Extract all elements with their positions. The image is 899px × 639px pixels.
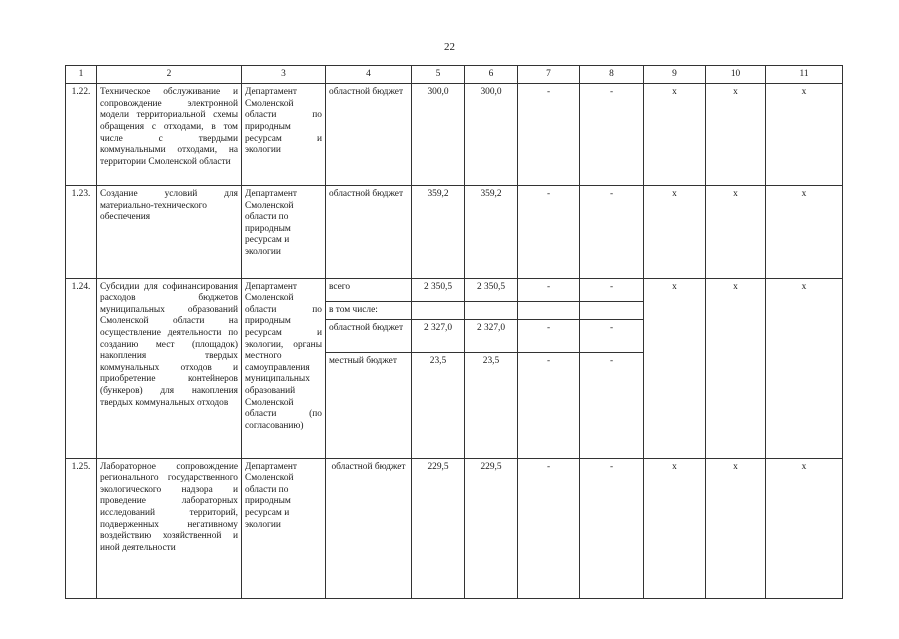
activity-name: Лабораторное сопровождение регионального государственного экологического надзора и проведение лабораторных исследований территорий, подверженных негативному воздействию хозяйственной и иной деятельности [97, 458, 242, 598]
amount-year-3: - [580, 458, 644, 598]
table-row [66, 186, 843, 279]
funding-source: местный бюджет [326, 352, 412, 458]
executor: Департамент Смоленской области по природным ресурсам и экологии [242, 84, 326, 186]
amount-year-1: 300,0 [465, 84, 518, 186]
amount-year-2 [518, 301, 580, 319]
indicator-3: х [766, 186, 843, 279]
column-header: 2 [97, 66, 242, 84]
program-activities-table [65, 65, 843, 599]
column-number-row [66, 66, 843, 84]
amount-year-2: - [518, 278, 580, 301]
indicator-3: х [766, 84, 843, 186]
column-header: 5 [412, 66, 465, 84]
amount-year-3: - [580, 320, 644, 353]
amount-year-1: 23,5 [465, 352, 518, 458]
executor: Департамент Смоленской области по природным ресурсам и экологии [242, 186, 326, 279]
activity-name: Техническое обслуживание и сопровождение электронной модели территориальной схемы обращения с отходами, в том числе с твердыми коммунальными отходами, на территории Смоленской области [97, 84, 242, 186]
funding-source: областной бюджет [326, 84, 412, 186]
indicator-1: х [644, 458, 706, 598]
column-header: 4 [326, 66, 412, 84]
amount-total: 2 327,0 [412, 320, 465, 353]
row-number: 1.24. [66, 278, 97, 458]
amount-year-3: - [580, 186, 644, 279]
amount-year-3: - [580, 278, 644, 301]
column-header: 6 [465, 66, 518, 84]
amount-year-3 [580, 301, 644, 319]
amount-total: 229,5 [412, 458, 465, 598]
indicator-1: х [644, 84, 706, 186]
funding-source: областной бюджет [326, 186, 412, 279]
amount-year-2: - [518, 458, 580, 598]
amount-total: 300,0 [412, 84, 465, 186]
indicator-2: х [706, 84, 766, 186]
amount-total: 359,2 [412, 186, 465, 279]
amount-year-1 [465, 301, 518, 319]
funding-source: областной бюджет [326, 458, 412, 598]
column-header: 1 [66, 66, 97, 84]
indicator-3: х [766, 458, 843, 598]
activity-name: Создание условий для материально-технического обеспечения [97, 186, 242, 279]
indicator-1: х [644, 186, 706, 279]
executor: Департамент Смоленской области по природным ресурсам и экологии [242, 458, 326, 598]
amount-year-2: - [518, 320, 580, 353]
funding-source: в том числе: [326, 301, 412, 319]
indicator-1: х [644, 278, 706, 458]
amount-year-1: 359,2 [465, 186, 518, 279]
amount-year-2: - [518, 352, 580, 458]
row-number: 1.23. [66, 186, 97, 279]
table-row [66, 278, 843, 301]
indicator-2: х [706, 278, 766, 458]
activity-name: Субсидии для софинансирования расходов бюджетов муниципальных образований Смоленской области на осуществление деятельности по созданию мест (площадок) накопления твердых коммунальных отходов и приобретение контейнеров (бункеров) для накопления твердых коммунальных отходов [97, 278, 242, 458]
indicator-2: х [706, 458, 766, 598]
indicator-2: х [706, 186, 766, 279]
amount-total: 2 350,5 [412, 278, 465, 301]
executor: Департамент Смоленской области по природным ресурсам и экологии, органы местного самоуправления муниципальных образований Смоленской области (по согласованию) [242, 278, 326, 458]
amount-total [412, 301, 465, 319]
column-header: 7 [518, 66, 580, 84]
column-header: 11 [766, 66, 843, 84]
column-header: 10 [706, 66, 766, 84]
row-number: 1.25. [66, 458, 97, 598]
amount-year-2: - [518, 186, 580, 279]
amount-year-1: 2 327,0 [465, 320, 518, 353]
amount-year-2: - [518, 84, 580, 186]
amount-year-1: 229,5 [465, 458, 518, 598]
table-row [66, 458, 843, 598]
amount-year-3: - [580, 84, 644, 186]
indicator-3: х [766, 278, 843, 458]
amount-total: 23,5 [412, 352, 465, 458]
funding-source: областной бюджет [326, 320, 412, 353]
table-row [66, 84, 843, 186]
column-header: 3 [242, 66, 326, 84]
amount-year-3: - [580, 352, 644, 458]
amount-year-1: 2 350,5 [465, 278, 518, 301]
column-header: 8 [580, 66, 644, 84]
page-number: 22 [444, 41, 455, 53]
funding-source: всего [326, 278, 412, 301]
row-number: 1.22. [66, 84, 97, 186]
column-header: 9 [644, 66, 706, 84]
